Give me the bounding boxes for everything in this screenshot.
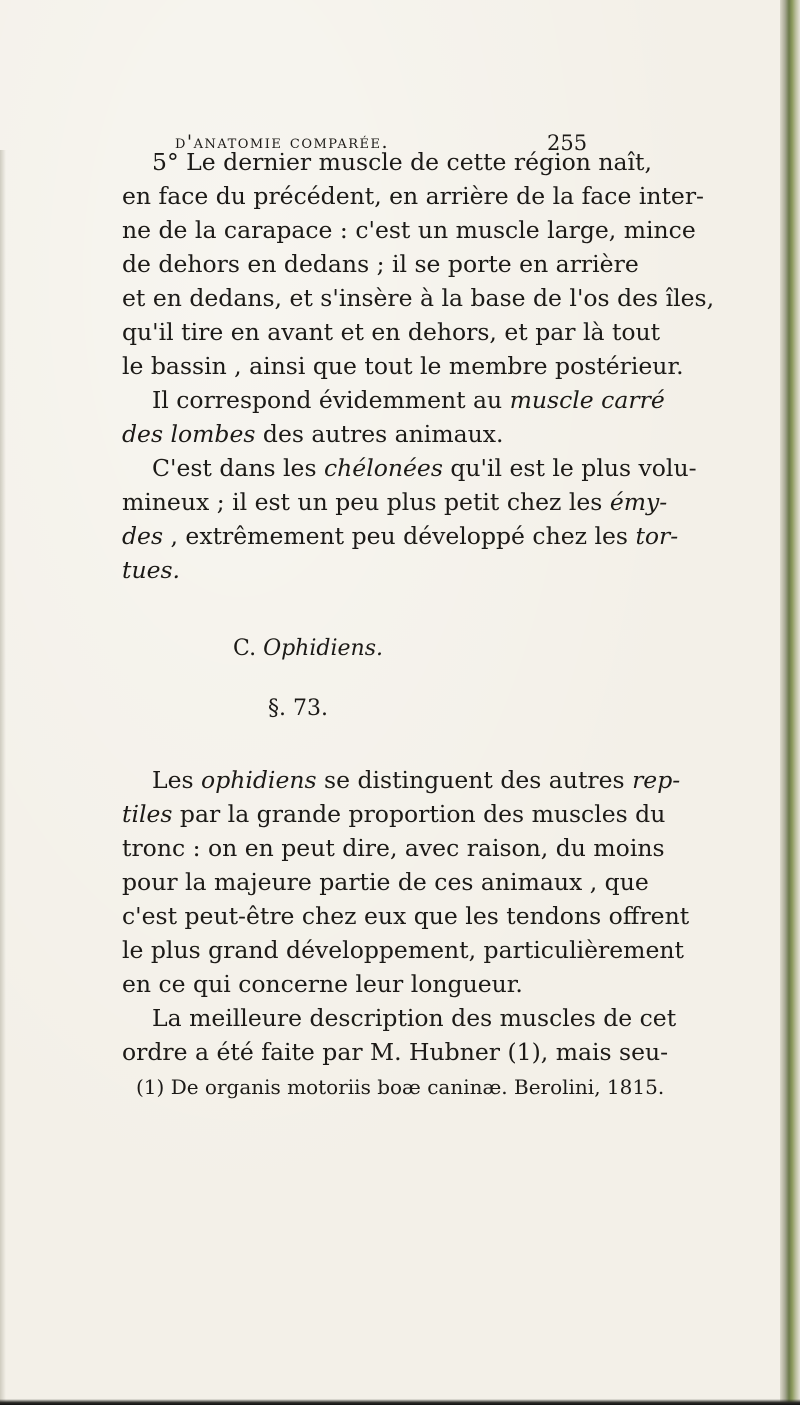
text-line: c'est peut-être chez eux que les tendons offrent xyxy=(122,902,690,930)
italic-term: des lombes xyxy=(122,420,256,448)
italic-term: des xyxy=(122,522,164,550)
text-line: 5° Le dernier muscle de cette région naît, xyxy=(152,148,652,176)
text-line xyxy=(122,797,782,831)
text-span: des autres animaux. xyxy=(255,420,504,448)
italic-term: ophidiens xyxy=(201,766,317,794)
text-line: en face du précédent, en arrière de la face inter- xyxy=(122,182,704,210)
italic-term: tiles xyxy=(122,800,173,828)
text-span: par la grande proportion des muscles du xyxy=(172,800,666,828)
section-heading xyxy=(0,636,708,661)
text-line xyxy=(122,451,782,485)
running-title: d'anatomie comparée. xyxy=(175,131,390,153)
text-span: qu'il est le plus volu- xyxy=(442,454,697,482)
italic-term: tues. xyxy=(122,556,181,584)
italic-term: émy- xyxy=(609,488,668,516)
text-span: se distinguent des autres xyxy=(316,766,633,794)
italic-term: chélonées xyxy=(324,454,443,482)
text-line: ne de la carapace : c'est un muscle large, mince xyxy=(122,216,696,244)
page-edge-left xyxy=(0,150,6,1405)
italic-term: muscle carré xyxy=(509,386,665,414)
text-line: La meilleure description des muscles de cet xyxy=(152,1004,677,1032)
italic-term: rep- xyxy=(632,766,681,794)
text-line: et en dedans, et s'insère à la base de l'os des îles, xyxy=(122,284,715,312)
paragraph-3 xyxy=(122,763,782,1001)
section-letter: C. xyxy=(233,636,257,661)
text-line: qu'il tire en avant et en dehors, et par là tout xyxy=(122,318,661,346)
paragraph-4 xyxy=(122,1001,782,1069)
text-line xyxy=(122,485,782,519)
text-line xyxy=(122,383,782,417)
text-line: de dehors en dedans ; il se porte en arrière xyxy=(122,250,639,278)
section-title: Ophidiens. xyxy=(263,636,383,661)
text-line xyxy=(122,519,782,553)
text-line xyxy=(122,763,782,797)
text-span: , extrêmement peu développé chez les xyxy=(163,522,636,550)
text-line: le plus grand développement, particulièrement xyxy=(122,936,684,964)
text-line xyxy=(122,553,782,587)
page-number: 255 xyxy=(547,131,588,155)
text-line: le bassin , ainsi que tout le membre postérieur. xyxy=(122,352,684,380)
paragraph-1 xyxy=(122,145,782,451)
text-line xyxy=(122,417,782,451)
text-span: Les xyxy=(152,766,202,794)
section-number: §. 73. xyxy=(268,696,328,721)
italic-term: tor- xyxy=(635,522,679,550)
text-span: Il correspond évidemment au xyxy=(152,386,510,414)
text-line: en ce qui concerne leur longueur. xyxy=(122,970,523,998)
paragraph-2 xyxy=(122,451,782,587)
text-span: mineux ; il est un peu plus petit chez les xyxy=(122,488,610,516)
footnote: (1) De organis motoriis boæ caninæ. Berolini, 1815. xyxy=(136,1075,665,1099)
text-line: ordre a été faite par M. Hubner (1), mais seu- xyxy=(122,1038,669,1066)
text-span: C'est dans les xyxy=(152,454,324,482)
text-line: pour la majeure partie de ces animaux , que xyxy=(122,868,649,896)
page-bottom-edge xyxy=(0,1399,800,1405)
text-line: tronc : on en peut dire, avec raison, du moins xyxy=(122,834,665,862)
page-edge-right xyxy=(780,0,800,1405)
